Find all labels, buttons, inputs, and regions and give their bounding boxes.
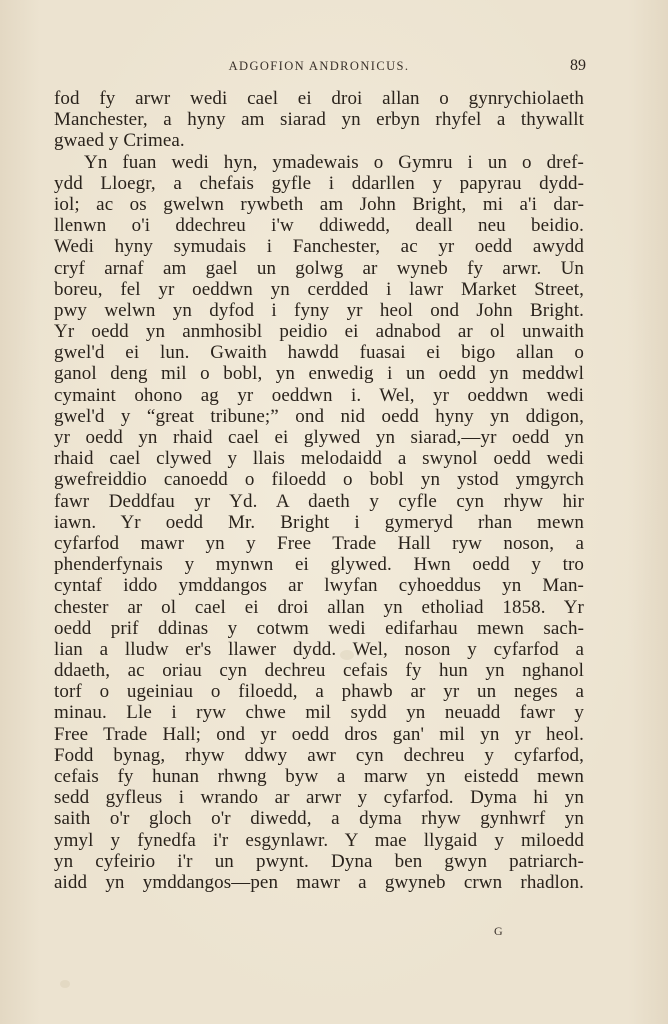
text-line: gwefreiddio canoedd o filoedd o bobl yn ystod ymgyrch [54,469,584,491]
text-line: torf o ugeiniau o filoedd, a phawb ar yr un neges a [54,681,584,703]
text-line: iol; ac os gwelwn rywbeth am John Bright, mi a'i dar- [54,193,584,215]
text-line: cefais fy hunan rhwng byw a marw yn eistedd mewn [54,766,584,787]
text-line: chester ar ol cael ei droi allan yn etholiad 1858. Yr [54,596,584,618]
text-line: Yn fuan wedi hyn, ymadewais o Gymru i un o dref- [84,151,584,173]
text-line: gwel'd ei lun. Gwaith hawdd fuasai ei bigo allan o [54,342,584,364]
text-line: yn cyfeirio i'r un pwynt. Dyna ben gwyn patriarch- [54,850,584,872]
running-head [52,57,586,79]
running-title: ADGOFION ANDRONICUS. [228,59,410,73]
text-line: llenwn o'i ddechreu i'w ddiwedd, deall neu beidio. [54,215,584,237]
text-line: cymaint ohono ag yr oeddwn i. Wel, yr oeddwn wedi [54,384,584,406]
text-line: fod fy arwr wedi cael ei droi allan o gynrychiolaeth [54,88,584,109]
text-line: cryf arnaf am gael un golwg ar wyneb fy arwr. Un [54,257,584,279]
text-line: Wedi hyny symudais i Fanchester, ac yr oedd awydd [54,236,584,258]
text-line: yr oedd yn rhaid cael ei glywed yn siarad,—yr oedd yn [54,427,584,448]
text-line: fawr Deddfau yr Yd. A daeth y cyfle cyn rhyw hir [54,490,584,512]
text-line: boreu, fel yr oeddwn yn cerdded i lawr Market Street, [54,278,584,300]
text-line: cyntaf iddo ymddangos ar lwyfan cyhoeddus yn Man- [54,575,584,597]
text-line: Free Trade Hall; ond yr oedd dros gan' mil yn yr heol. [54,723,584,745]
paper-stain [60,980,70,988]
text-line: Fodd bynag, rhyw ddwy awr cyn dechreu y cyfarfod, [54,744,584,766]
text-line: iawn. Yr oedd Mr. Bright i gymeryd rhan mewn [54,511,584,533]
text-line: pwy welwn yn dyfod i fyny yr heol ond John Bright. [54,299,584,321]
body-text [54,88,584,893]
text-line: sedd gyfleus i wrando ar arwr y cyfarfod. Dyma hi yn [54,787,584,809]
signature-mark: G [494,924,503,938]
text-line: ganol deng mil o bobl, yn enwedig i un oedd yn meddwl [54,363,584,385]
text-line: gwel'd y “great tribune;” ond nid oedd hyny yn ddigon, [54,405,584,427]
text-line: ydd Lloegr, a chefais gyfle i ddarllen y papyrau dydd- [54,172,584,194]
text-line: lian a lludw er's llawer dydd. Wel, noson y cyfarfod a [54,638,584,660]
text-line: Yr oedd yn anmhosibl peidio ei adnabod ar ol unwaith [54,321,584,343]
text-line: oedd prif ddinas y cotwm wedi edifarhau mewn sach- [54,617,584,639]
text-line: ddaeth, ac oriau cyn dechreu cefais fy hun yn nghanol [54,660,584,682]
text-line: ymyl y fynedfa i'r esgynlawr. Y mae llygaid y miloedd [54,829,584,851]
text-line: Manchester, a hyny am siarad yn erbyn rhyfel a thywallt [54,109,584,131]
text-line: phenderfynais y mynwn ei glywed. Hwn oedd y tro [54,554,584,576]
page-number: 89 [570,57,586,74]
text-line: aidd yn ymddangos—pen mawr a gwyneb crwn rhadlon. [54,871,584,893]
text-line: rhaid cael clywed y llais melodaidd a swynol oedd wedi [54,448,584,470]
text-line: minau. Lle i ryw chwe mil sydd yn neuadd fawr y [54,702,584,724]
text-line: saith o'r gloch o'r diwedd, a dyma rhyw gynhwrf yn [54,808,584,830]
text-line: gwaed y Crimea. [54,130,185,152]
text-line: cyfarfod mawr yn y Free Trade Hall ryw noson, a [54,532,584,554]
